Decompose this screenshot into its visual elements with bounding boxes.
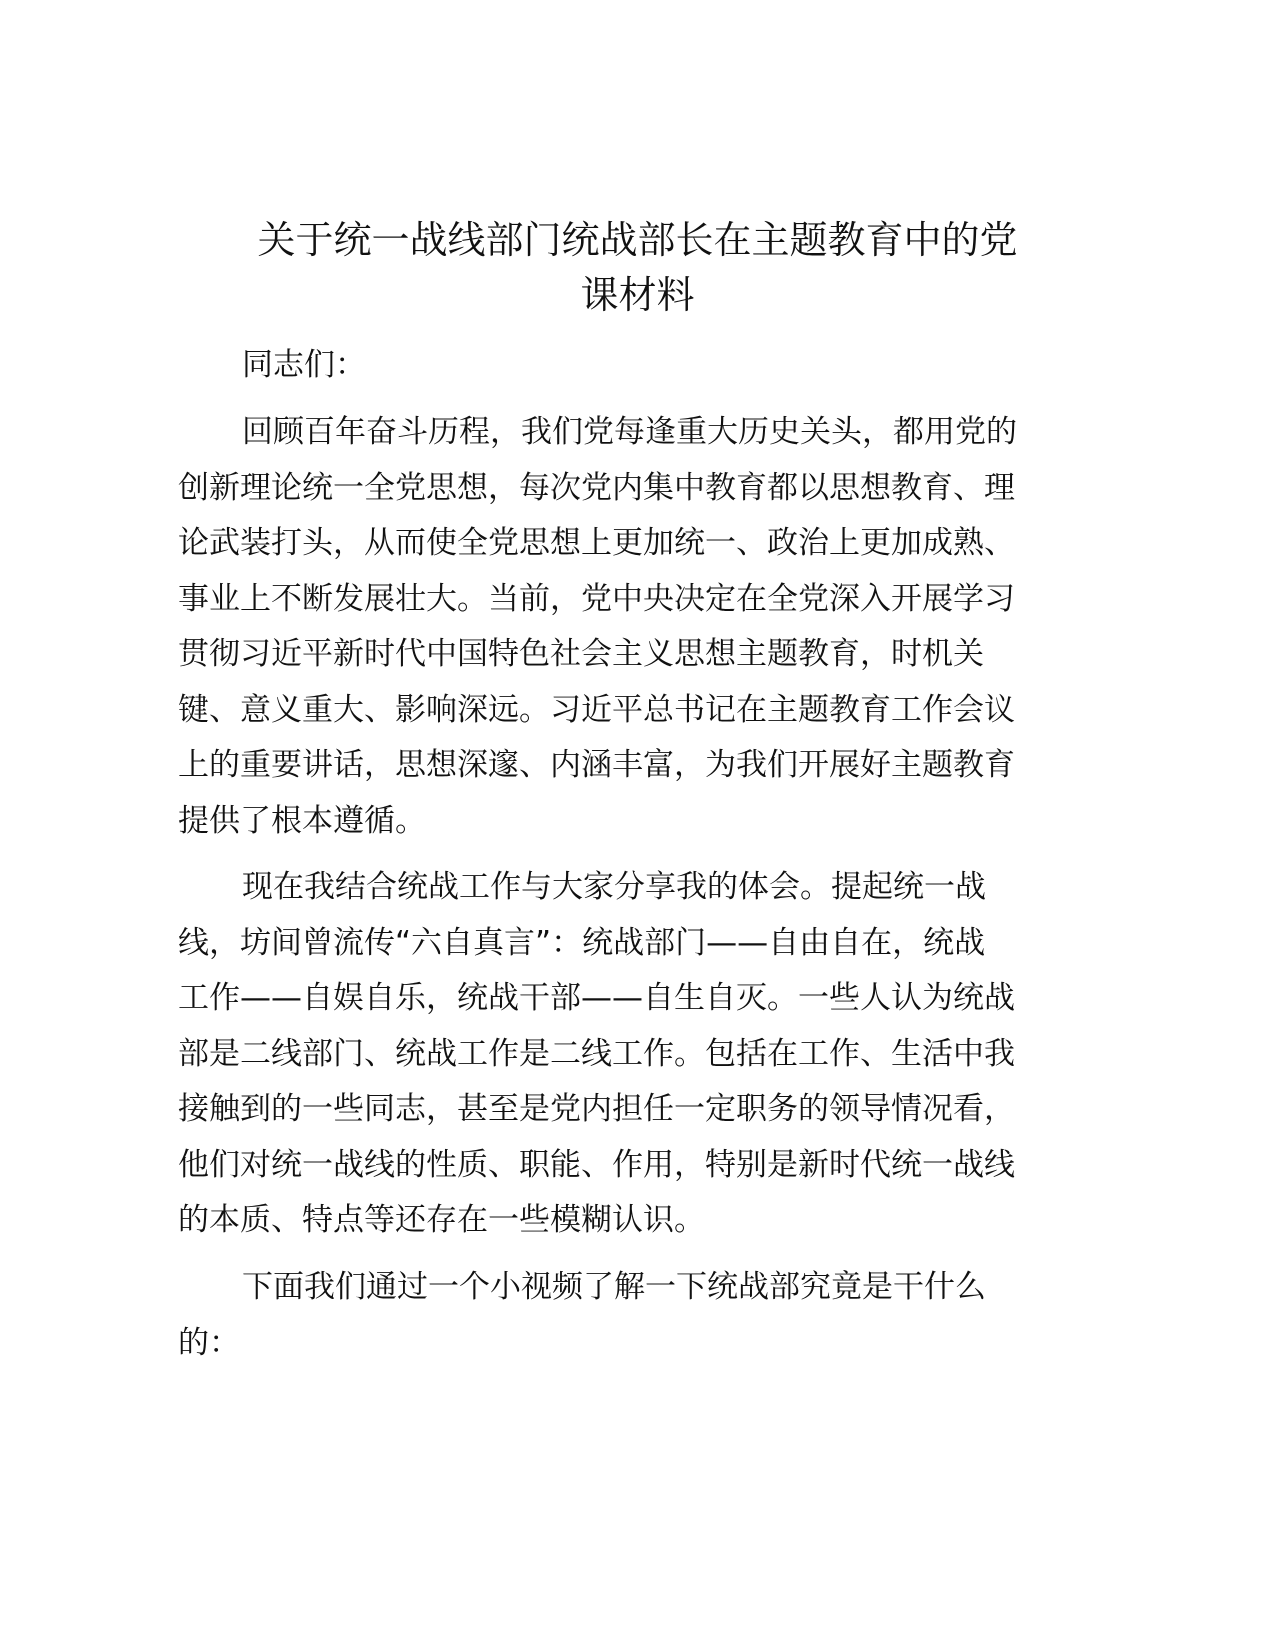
paragraph-line: 他们对统一战线的性质、职能、作用，特别是新时代统一战线 <box>178 1146 1015 1183</box>
paragraph-line: 上的重要讲话，思想深邃、内涵丰富，为我们开展好主题教育 <box>178 747 1015 783</box>
paragraph-line: 键、意义重大、影响深远。习近平总书记在主题教育工作会议 <box>178 691 1015 728</box>
paragraph-line: 创新理论统一全党思想，每次党内集中教育都以思想教育、理 <box>178 469 1015 506</box>
paragraph-line: 接触到的一些同志，甚至是党内担任一定职务的领导情况看， <box>178 1091 1015 1127</box>
paragraph-line: 现在我结合统战工作与大家分享我的体会。提起统一战 <box>242 869 986 905</box>
paragraph-line: 部是二线部门、统战工作是二线工作。包括在工作、生活中我 <box>178 1035 1015 1072</box>
paragraph-line: 事业上不断发展壮大。当前，党中央决定在全党深入开展学习 <box>178 580 1015 617</box>
paragraph-line: 回顾百年奋斗历程，我们党每逢重大历史关头，都用党的 <box>242 414 1017 450</box>
paragraph-line: 提供了根本遵循。 <box>178 802 426 839</box>
paragraph-line: 工作——自娱自乐，统战干部——自生自灭。一些人认为统战 <box>178 980 1015 1016</box>
paragraph-1 <box>178 405 1038 849</box>
document-title-line-1: 关于统一战线部门统战部长在主题教育中的党 <box>257 218 1018 262</box>
paragraph-line: 线，坊间曾流传“六自真言”：统战部门——自由自在，统战 <box>178 924 986 961</box>
paragraph-2 <box>178 860 1038 1249</box>
paragraph-line: 下面我们通过一个小视频了解一下统战部究竟是干什么 <box>242 1269 986 1305</box>
paragraph-3 <box>178 1260 1038 1371</box>
document-title-line-2: 课材料 <box>580 273 695 317</box>
paragraph-line: 贯彻习近平新时代中国特色社会主义思想主题教育，时机关 <box>178 636 984 672</box>
paragraph-line: 的本质、特点等还存在一些模糊认识。 <box>178 1202 705 1238</box>
paragraph-line: 的： <box>178 1324 240 1361</box>
paragraph-line: 论武装打头，从而使全党思想上更加统一、政治上更加成熟、 <box>178 525 1015 561</box>
salutation-text: 同志们： <box>242 347 366 383</box>
salutation <box>178 338 1038 394</box>
